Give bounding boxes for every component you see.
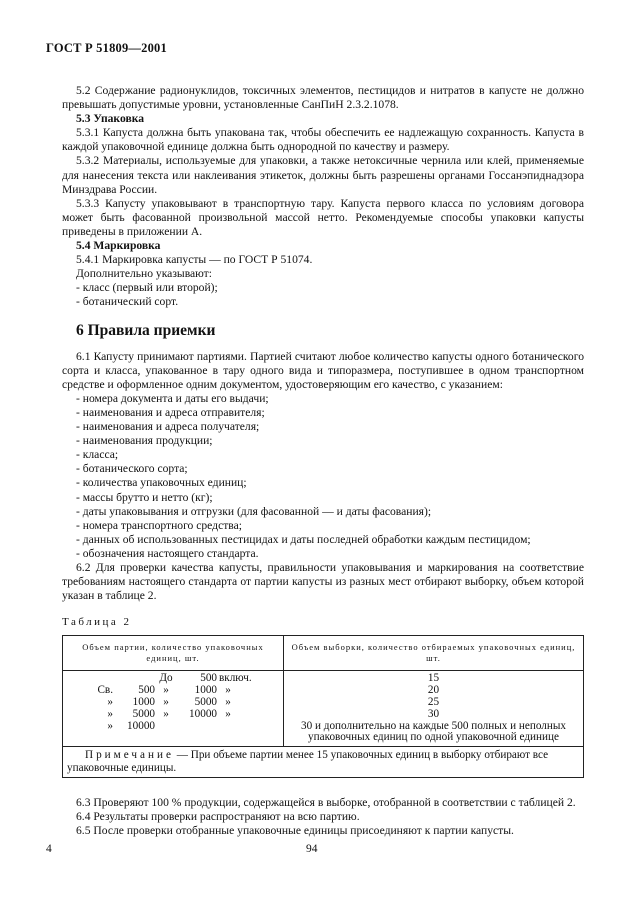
table-header-row [63,636,584,671]
list-item: - наименования и адреса отправителя; [76,405,265,419]
page-number-center: 94 [306,843,318,855]
sample-value: 30 [427,707,440,720]
volume-suffix: » [225,684,231,697]
lot-volume-row [67,697,279,709]
paragraph-5-3-3: 5.3.3 Капусту упаковывают в транспортную тару. Капуста первого класса по условиям договора может быть фасованной произвольной массой нетто. Рекомендуемые способы упаковки капусты приведены в приложении А. [62,196,584,238]
sample-value: 15 [427,672,440,685]
list-item: - номера транспортного средства; [76,518,242,532]
sample-value: 20 [427,684,440,697]
sample-value: 30 и дополнительно на каждые 500 полных и неполных упаковочных единиц по одной упаковочной единице [301,719,566,744]
acceptance-list [62,392,584,561]
list-item: - класса; [76,448,119,462]
list-item: - обозначения настоящего стандарта. [76,546,259,560]
volume-to: 10000 [189,707,217,720]
lot-volume-row [67,685,279,697]
list-item: - даты упаковывания и отгрузки (для фасованной — и даты фасования); [76,504,432,518]
volume-prefix: Св. [97,684,113,697]
paragraph-6-1: 6.1 Капусту принимают партиями. Партией считают любое количество капусты одного ботанического сорта и класса, упакованное в тару одного вида и типоразмера, поступившее в одном транспортном средстве и оформленное одним документом, удостоверяющим его качество, с указанием: [62,349,584,391]
volume-suffix: включ. [219,672,252,685]
volume-sep: » [163,684,169,697]
volume-suffix: » [225,695,231,708]
document-body [62,84,584,838]
paragraph-5-4-1-additional: Дополнительно указывают: [76,267,212,281]
list-item: - массы брутто и нетто (кг); [76,490,213,504]
paragraph-6-3: 6.3 Проверяют 100 % продукции, содержащейся в выборке, отобранной в соответствии с таблицей 2. [76,796,576,810]
subsection-5-4-title: 5.4 Маркировка [76,239,161,253]
volume-to: 500 [200,672,217,685]
marking-item: - ботанический сорт. [76,295,179,309]
section-6-title: 6 Правила приемки [76,321,216,339]
volume-from: 10000 [127,719,155,732]
table-note-row [63,747,584,778]
list-item: - наименования и адреса получателя; [76,420,260,434]
volume-to: 5000 [194,695,217,708]
table-body-row [63,671,584,747]
list-item: - наименования продукции; [76,434,213,448]
list-item: - данных об использованных пестицидах и даты последней обработки каждым пестицидом; [76,532,531,546]
volume-to: 1000 [194,684,217,697]
paragraph-5-3-2: 5.3.2 Материалы, используемые для упаковки, а также нетоксичные чернила или клей, применяемые для нанесения текста или наклеивания этикеток, должны быть разрешены органами Госсанэпиднадзора Минздрава России. [62,154,584,196]
page-number-left: 4 [46,843,52,855]
lot-volume-row [67,709,279,721]
table-header-lot-volume: Объем партии, количество упаковочных единиц, шт. [63,636,284,671]
lot-volume-cell [63,671,284,747]
list-item: - количества упаковочных единиц; [76,476,247,490]
paragraph-5-4-1: 5.4.1 Маркировка капусты — по ГОСТ Р 51074. [76,253,313,267]
volume-from: 1000 [132,695,155,708]
volume-sep: До [159,672,173,685]
volume-sep: » [163,707,169,720]
list-item: - ботанического сорта; [76,462,188,476]
paragraph-6-5: 6.5 После проверки отобранные упаковочные единицы присоединяют к партии капусты. [76,824,514,838]
lot-volume-row [67,721,279,733]
sample-value: 25 [427,695,440,708]
volume-prefix: » [107,695,113,708]
paragraph-5-2: 5.2 Содержание радионуклидов, токсичных элементов, пестицидов и нитратов в капусте не должно превышать допустимые уровни, установленные СанПиН 2.3.2.1078. [62,84,584,112]
marking-item: - класс (первый или второй); [76,281,218,295]
paragraph-5-3-1: 5.3.1 Капуста должна быть упакована так, чтобы обеспечить ее надлежащую сохранность. Капуста в каждой упаковочной единице должна быть однородной по качеству и размеру. [62,126,584,154]
volume-from: 5000 [132,707,155,720]
note-label: Примечание [85,749,174,762]
volume-prefix: » [107,707,113,720]
volume-prefix: » [107,719,113,732]
paragraph-6-4: 6.4 Результаты проверки распространяют на всю партию. [76,810,360,824]
table-note-cell [63,747,584,778]
subsection-5-3-title: 5.3 Упаковка [76,112,145,126]
paragraph-6-2: 6.2 Для проверки качества капусты, правильности упаковывания и маркирования на соответствие требованиям настоящего стандарта от партии капусты из разных мест отбирают выборку, объем которой указан в таблице 2. [62,561,584,603]
note-text: — При объеме партии менее 15 упаковочных единиц в выборку отбирают все упаковочные единицы. [67,749,549,775]
list-item: - номера документа и даты его выдачи; [76,391,269,405]
document-header: ГОСТ Р 51809—2001 [46,41,167,55]
volume-suffix: » [225,707,231,720]
sample-size-table [62,635,584,778]
volume-sep: » [163,695,169,708]
table-header-sample-volume: Объем выборки, количество отбираемых упаковочных единиц, шт. [284,636,584,671]
sample-volume-cell [284,671,584,747]
volume-from: 500 [138,684,155,697]
table-caption: Таблица 2 [62,616,132,629]
